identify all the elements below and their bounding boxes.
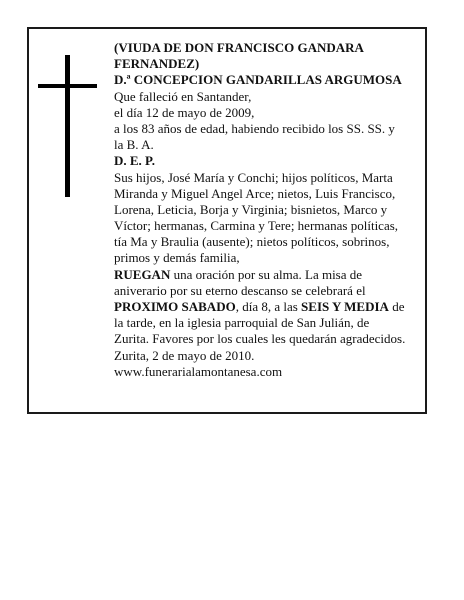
mass-time: SEIS Y MEDIA (301, 299, 389, 314)
notice-text (114, 40, 424, 380)
mass-line-2: aniverario por su eterno descanso se celebrará el (114, 282, 366, 298)
family-line: primos y demás familia, (114, 250, 240, 266)
ruegan-text: una oración por su alma. La misa de (170, 266, 363, 282)
mass-day: PROXIMO SABADO (114, 299, 236, 314)
body-line: el día 12 de mayo de 2009, (114, 104, 255, 120)
deceased-name: D.ª CONCEPCION GANDARILLAS ARGUMOSA (114, 72, 402, 88)
mass-line (114, 267, 424, 283)
widow-of-line: (VIUDA DE DON FRANCISCO GANDARA (114, 40, 364, 55)
closing-date: Zurita, 2 de mayo de 2010. (114, 347, 255, 363)
family-line: Lorena, Leticia, Borja y Virginia; bisnietos, Marco y (114, 201, 388, 217)
family-line: Sus hijos, José María y Conchi; hijos políticos, Marta (114, 169, 393, 185)
closing-line: la tarde, en la iglesia parroquial de San Julián, de (114, 315, 370, 331)
family-line: Víctor; hermanas, Carmina y Tere; hermanas políticas, (114, 218, 399, 234)
family-line: Miranda y Miguel Angel Arce; nietos, Luis Francisco, (114, 185, 396, 201)
mass-day-text: , día 8, a las (235, 299, 302, 314)
closing-line: Zurita. Favores por los cuales les quedarán agradecidos. (114, 331, 406, 347)
body-line: la B. A. (114, 137, 154, 153)
dep-line: D. E. P. (114, 153, 156, 169)
mass-date-line (114, 299, 424, 315)
widow-of-line-2: FERNANDEZ) (114, 56, 200, 72)
mass-time-text: de (388, 299, 405, 314)
cross-icon (65, 55, 70, 197)
family-line: tía Ma y Braulia (ausente); nietos políticos, sobrinos, (114, 234, 390, 250)
body-line: Que falleció en Santander, (114, 88, 252, 104)
cross-icon-bar (38, 84, 97, 88)
ruegan-word: RUEGAN (114, 266, 171, 282)
funeral-home-url: www.funerarialamontanesa.com (114, 363, 283, 379)
body-line: a los 83 años de edad, habiendo recibido los SS. SS. y (114, 120, 395, 136)
